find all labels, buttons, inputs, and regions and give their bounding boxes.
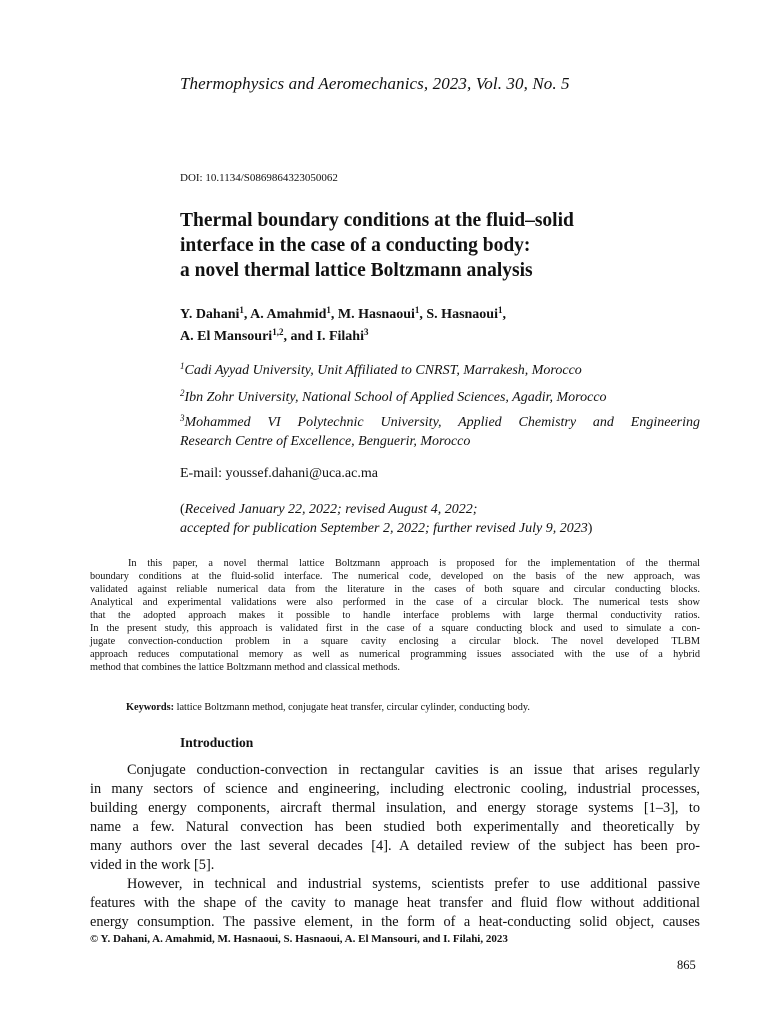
author-name: , M. Hasnaoui <box>330 307 415 322</box>
abstract-line: jugate convection-conduction problem in a square cavity enclosing a circular block. The novel developed TLBM <box>90 636 700 647</box>
affiliation-mark: 3 <box>180 413 185 423</box>
received-text: accepted for publication September 2, 2022; further revised July 9, 2023 <box>180 521 588 536</box>
author-name: , S. Hasnaoui <box>419 307 498 322</box>
received-dates <box>180 500 592 538</box>
affiliation-mark: 1 <box>180 361 185 371</box>
abstract-line: validated against reliable numerical data from the literature in the cases of both square and circular conducting blocks. <box>90 584 700 595</box>
body-line: However, in technical and industrial systems, scientists prefer to use additional passive <box>127 876 700 892</box>
affiliation-line <box>180 413 700 432</box>
affiliation-text: Cadi Ayyad University, Unit Affiliated to CNRST, Marrakesh, Morocco <box>184 363 582 378</box>
author-name: A. El Mansouri <box>180 329 273 344</box>
author-line <box>180 326 506 348</box>
author-name: , and I. Filahi <box>283 329 364 344</box>
body-line: building energy components, aircraft thermal insulation, and energy storage systems [1–3], to <box>90 800 700 816</box>
abstract-line: boundary conditions at the fluid-solid interface. The numerical code, developed on the basis of the new approach, was <box>90 571 700 582</box>
copyright-notice: © Y. Dahani, A. Amahmid, M. Hasnaoui, S. Hasnaoui, A. El Mansouri, and I. Filahi, 2023 <box>90 933 508 945</box>
body-line: in many sectors of science and engineering, including electronic cooling, industrial processes, <box>90 781 700 797</box>
journal-header: Thermophysics and Aeromechanics, 2023, Vol. 30, No. 5 <box>180 74 570 93</box>
keywords-text: lattice Boltzmann method, conjugate heat transfer, circular cylinder, conducting body. <box>174 702 530 713</box>
paper-title <box>180 208 720 283</box>
author-affiliation-mark: 3 <box>363 327 369 337</box>
affiliation-2 <box>180 388 700 407</box>
keywords <box>126 702 530 713</box>
corresponding-email: E-mail: youssef.dahani@uca.ac.ma <box>180 466 378 481</box>
affiliation-3 <box>180 413 700 451</box>
title-line: interface in the case of a conducting body: <box>180 235 531 256</box>
affiliation-line: Research Centre of Excellence, Benguerir, Morocco <box>180 434 471 449</box>
author-affiliation-mark: 1 <box>326 305 331 315</box>
body-text <box>90 761 700 932</box>
affiliation-1 <box>180 361 700 380</box>
abstract-line: that the adopted approach makes it possible to handle interface problems with large thermal conductivity ratios. <box>90 610 700 621</box>
body-line: features with the shape of the cavity to manage heat transfer and fluid flow without additional <box>90 895 700 911</box>
abstract-line: Analytical and experimental validations were also performed in the case of a circular block. The numerical tests show <box>90 597 700 608</box>
abstract-line: In this paper, a novel thermal lattice Boltzmann approach is proposed for the implementation of the thermal <box>128 558 700 569</box>
section-heading-introduction: Introduction <box>180 735 254 750</box>
affiliation-text: Mohammed VI Polytechnic University, Applied Chemistry and Engineering <box>184 415 700 430</box>
title-line: a novel thermal lattice Boltzmann analysis <box>180 260 533 281</box>
keywords-label: Keywords: <box>126 702 175 713</box>
received-line: accepted for publication September 2, 2022; further revised July 9, 2023) <box>180 521 593 536</box>
author-name: Y. Dahani <box>180 307 240 322</box>
author-affiliation-mark: 1 <box>497 305 503 315</box>
abstract-line: In the present study, this approach is validated first in the case of a square conducting block and used to simulate a con- <box>90 623 700 634</box>
author-list <box>180 304 506 348</box>
author-separator: , <box>502 307 506 322</box>
body-line: many authors over the last several decades [4]. A detailed review of the subject has been pro- <box>90 838 700 854</box>
abstract-line: method that combines the lattice Boltzmann method and classical methods. <box>90 662 400 673</box>
received-text: Received January 22, 2022; revised August 4, 2022; <box>184 502 478 517</box>
title-line: Thermal boundary conditions at the fluid–solid <box>180 210 574 231</box>
body-line: Conjugate conduction-convection in rectangular cavities is an issue that arises regularly <box>127 762 700 778</box>
author-name: , A. Amahmid <box>243 307 327 322</box>
doi: DOI: 10.1134/S0869864323050062 <box>180 172 338 184</box>
body-line: energy consumption. The passive element, in the form of a heat-conducting solid object, causes <box>90 914 700 930</box>
author-affiliation-mark: 1 <box>239 305 244 315</box>
received-line: (Received January 22, 2022; revised August 4, 2022; <box>180 502 478 517</box>
abstract-line: approach reduces computational memory as well as numerical programming issues associated with the use of a hybrid <box>90 649 700 660</box>
affiliation-text: Ibn Zohr University, National School of Applied Sciences, Agadir, Morocco <box>184 390 607 405</box>
author-affiliation-mark: 1,2 <box>272 327 284 337</box>
body-line: name a few. Natural convection has been studied both experimentally and theoretically by <box>90 819 700 835</box>
abstract <box>90 557 700 674</box>
author-line <box>180 304 506 326</box>
author-affiliation-mark: 1 <box>414 305 420 315</box>
page-number: 865 <box>677 958 696 972</box>
affiliation-mark: 2 <box>180 388 185 398</box>
body-line: vided in the work [5]. <box>90 857 215 873</box>
